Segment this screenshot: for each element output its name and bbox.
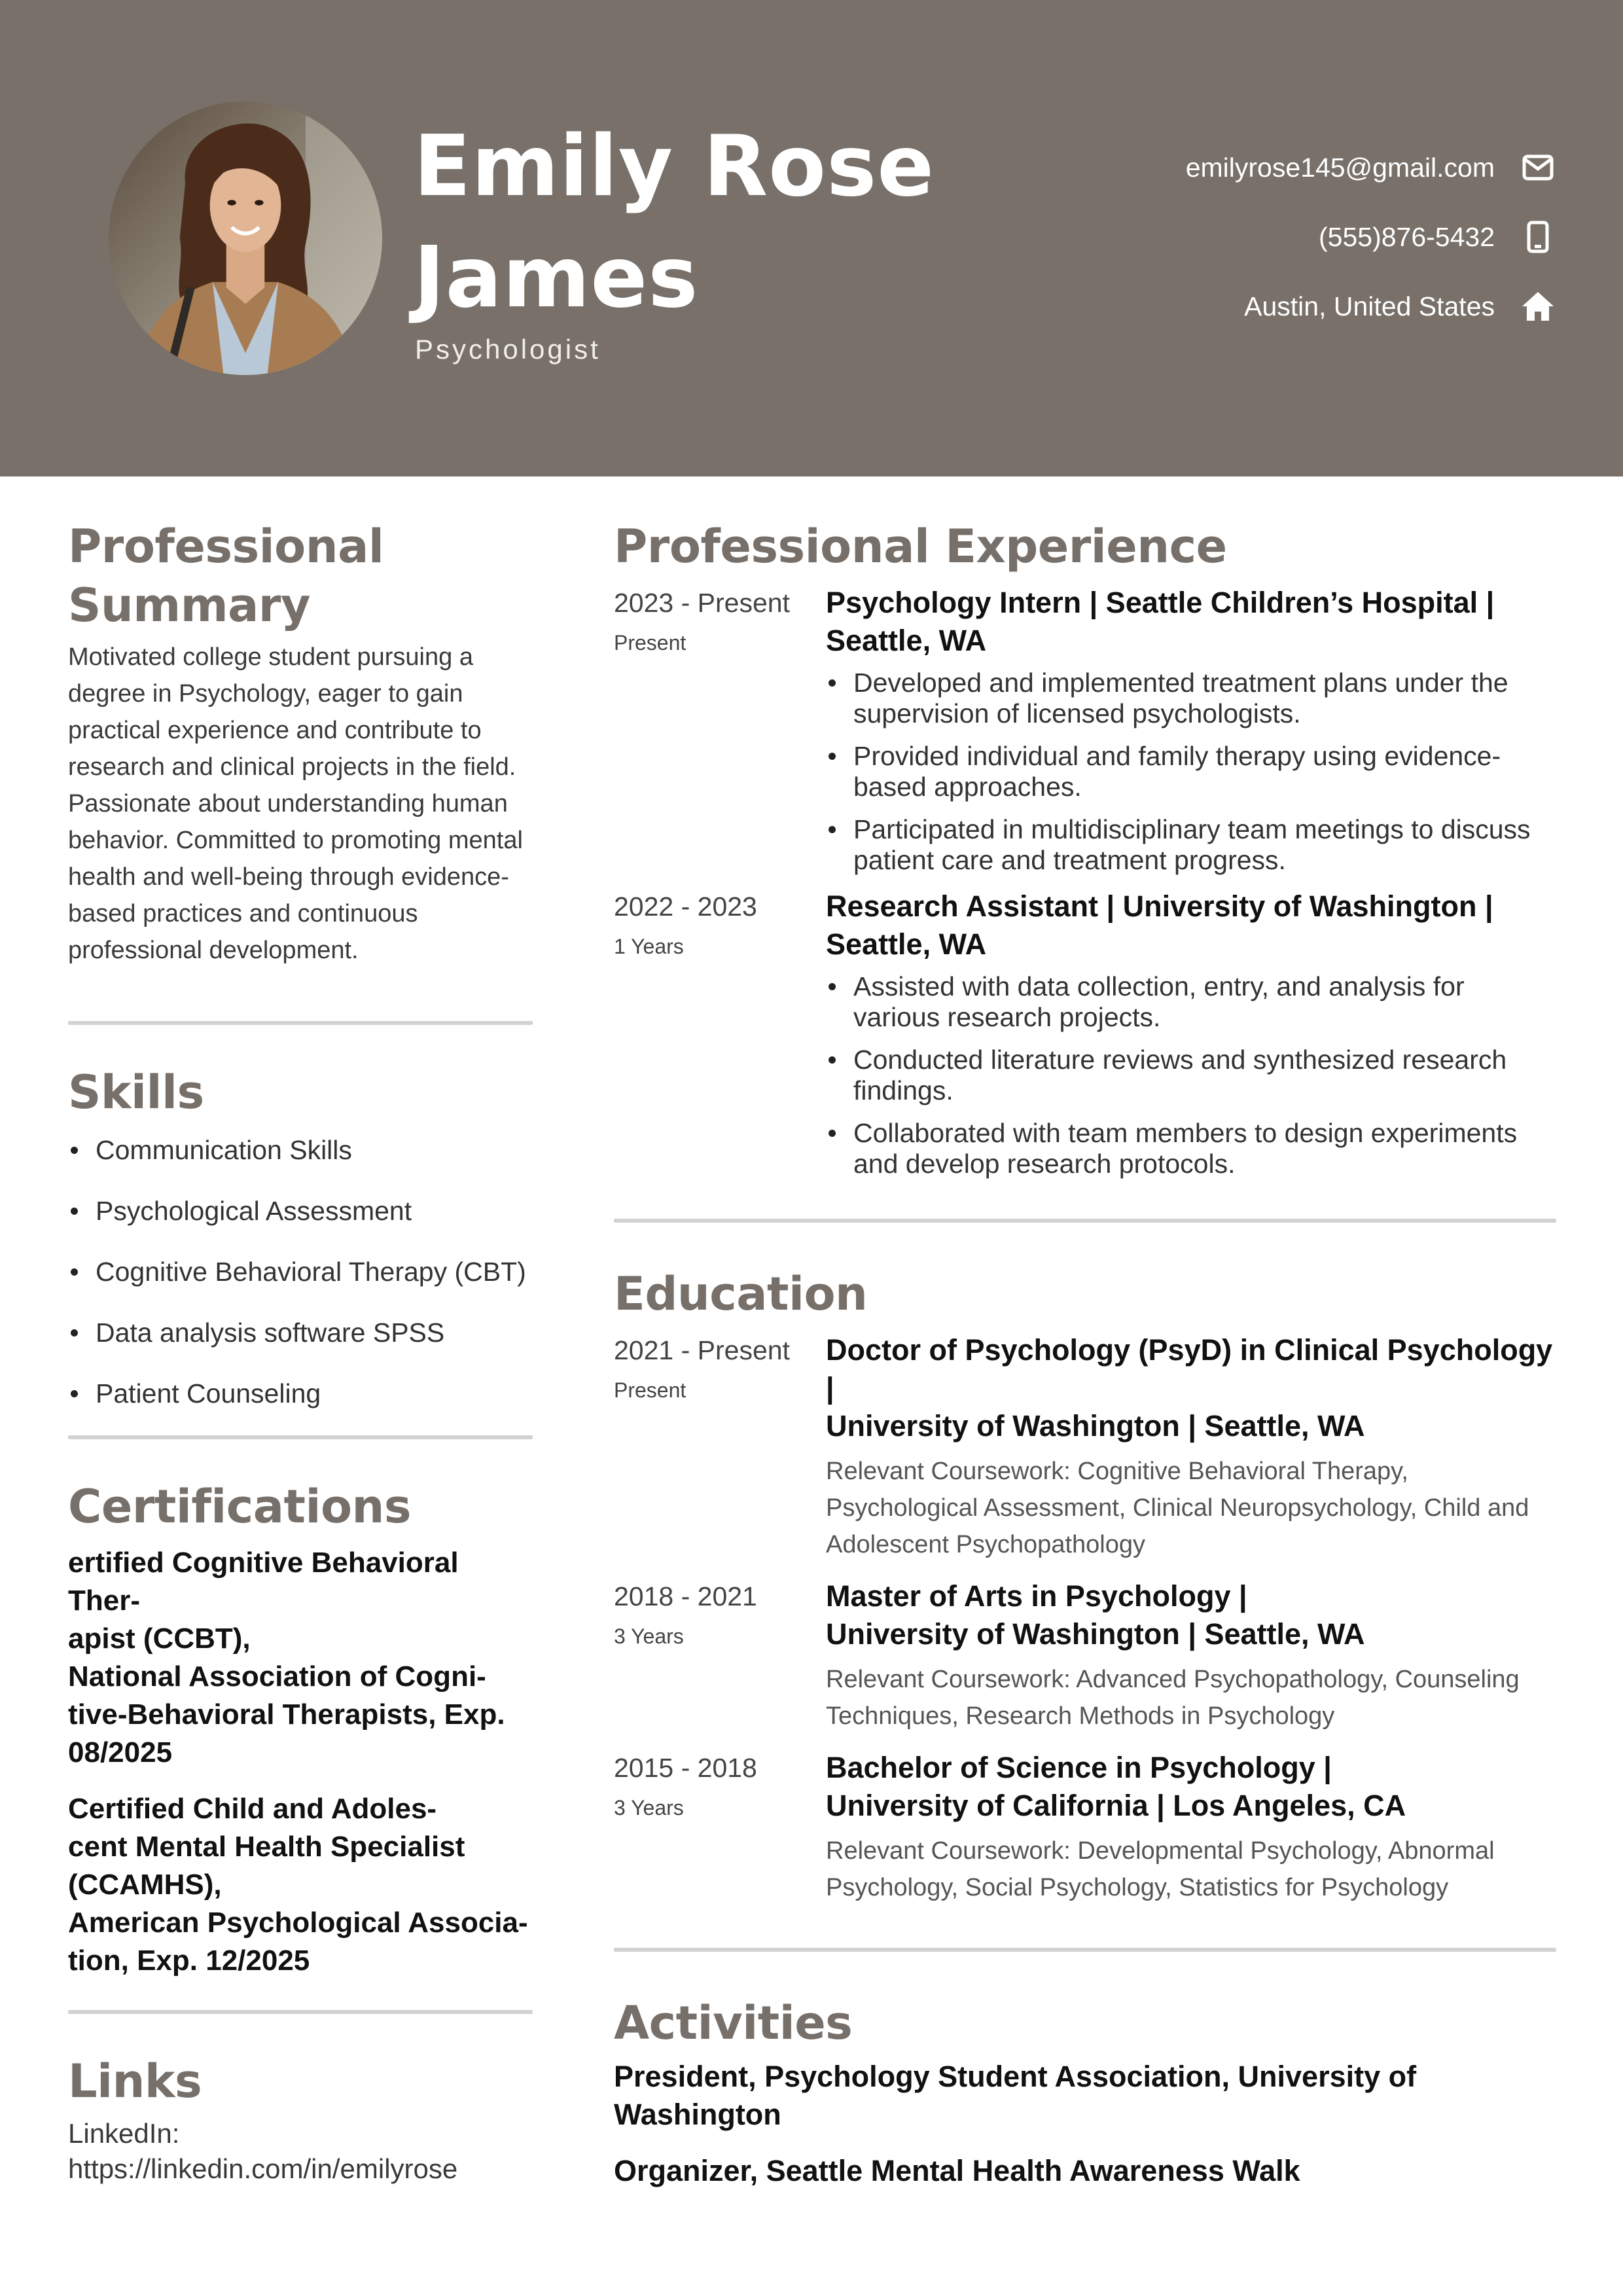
section-divider (614, 1948, 1556, 1952)
skill-item: Psychological Assessment (68, 1192, 533, 1230)
bullet-item: Assisted with data collection, entry, and analysis for various research projects. (826, 971, 1556, 1033)
date-range: 2015 - 2018 (614, 1753, 757, 1783)
entry-title (826, 584, 1556, 660)
certifications-section (68, 1477, 533, 1980)
entry-body (826, 1577, 1556, 1734)
entry-title (826, 1331, 1556, 1445)
skill-item: Communication Skills (68, 1131, 533, 1169)
skill-item: Patient Counseling (68, 1374, 533, 1412)
cert-line: National Association of Cogni- (68, 1660, 486, 1693)
duration: Present (614, 631, 687, 655)
cert-line: (CCAMHS), (68, 1869, 222, 1901)
profile-photo (109, 101, 382, 375)
skills-list (68, 1131, 533, 1412)
bullet-item: Conducted literature reviews and synthesized research findings. (826, 1045, 1556, 1106)
experience-section (614, 517, 1556, 1179)
coursework: Relevant Coursework: Advanced Psychopathology, Counseling Techniques, Research Methods in Psychology (826, 1666, 1520, 1730)
duration: 3 Years (614, 1796, 684, 1820)
bullet-item: Developed and implemented treatment plans under the supervision of licensed psychologists. (826, 668, 1556, 729)
activity-item: President, Psychology Student Association, University of Washington (614, 2060, 1417, 2131)
entry-title (826, 1749, 1556, 1825)
experience-entry (614, 888, 1556, 1179)
title-line: University of California | Los Angeles, CA (826, 1789, 1406, 1822)
title-line: Master of Arts in Psychology | (826, 1579, 1247, 1613)
duration: 3 Years (614, 1624, 684, 1648)
certification-item (68, 1790, 533, 1980)
title-line: Psychology Intern | Seattle Children’s Hospital | (826, 586, 1495, 619)
title-line: Research Assistant | University of Washington | (826, 889, 1493, 923)
phone-icon (1520, 219, 1556, 255)
entry-title (826, 1577, 1556, 1653)
cert-line: 08/2025 (68, 1736, 173, 1768)
cert-line: Certified Child and Adoles- (68, 1793, 437, 1825)
bullet-item: Participated in multidisciplinary team meetings to discuss patient care and treatment progress. (826, 814, 1556, 876)
section-divider (614, 1219, 1556, 1223)
date-range: 2021 - Present (614, 1335, 790, 1365)
linkedin-link[interactable] (68, 2116, 533, 2187)
certification-item (68, 1544, 533, 1772)
resume-header (0, 0, 1623, 476)
skill-item: Cognitive Behavioral Therapy (CBT) (68, 1253, 533, 1291)
linkedin-url[interactable]: https://linkedin.com/in/emilyrose (68, 2153, 458, 2184)
title-line: Seattle, WA (826, 624, 987, 657)
title-line: Doctor of Psychology (PsyD) in Clinical Psychology | (826, 1333, 1553, 1405)
linkedin-label: LinkedIn: (68, 2118, 180, 2149)
entry-bullets (826, 971, 1556, 1179)
links-section (68, 2052, 533, 2187)
location-text: Austin, United States (1244, 291, 1495, 321)
education-entry (614, 1331, 1556, 1563)
experience-heading: Professional Experience (614, 520, 1227, 573)
skills-heading: Skills (68, 1066, 204, 1119)
envelope-icon (1520, 149, 1556, 186)
contact-email[interactable] (1186, 149, 1556, 186)
education-section (614, 1265, 1556, 1906)
title-line: University of Washington | Seattle, WA (826, 1409, 1365, 1443)
title-line: University of Washington | Seattle, WA (826, 1617, 1365, 1651)
entry-dates (614, 888, 823, 960)
cert-line: ertified Cognitive Behavioral Ther- (68, 1547, 459, 1617)
right-column (614, 517, 1556, 2208)
experience-entry (614, 584, 1556, 876)
activity-item: Organizer, Seattle Mental Health Awareness Walk (614, 2154, 1300, 2187)
summary-heading: Professional Summary (68, 520, 384, 632)
entry-bullets (826, 668, 1556, 876)
name-line-1: Emily Rose (414, 118, 935, 215)
summary-section (68, 517, 533, 969)
bullet-item: Provided individual and family therapy using evidence-based approaches. (826, 741, 1556, 802)
cert-line: cent Mental Health Specialist (68, 1831, 465, 1863)
cert-line: apist (CCBT), (68, 1623, 251, 1655)
date-range: 2023 - Present (614, 588, 790, 618)
coursework: Relevant Coursework: Cognitive Behavioral Therapy, Psychological Assessment, Clinical Neuropsychology, Child and Adolescent Psychopathology (826, 1458, 1529, 1558)
section-divider (68, 1021, 533, 1025)
activities-heading: Activities (614, 1996, 853, 2050)
skills-section (68, 1063, 533, 1412)
left-column (68, 517, 533, 2187)
education-heading: Education (614, 1267, 868, 1321)
entry-body (826, 1749, 1556, 1906)
candidate-name (414, 111, 1003, 334)
skill-item: Data analysis software SPSS (68, 1314, 533, 1352)
name-line-2: James (414, 229, 699, 327)
entry-body (826, 1331, 1556, 1563)
certifications-heading: Certifications (68, 1480, 412, 1534)
summary-text: Motivated college student pursuing a degree in Psychology, eager to gain practical experience and contribute to research and clinical projects in the field. Passionate about understanding human behavior. Committed to promoting mental health and well-being through evidence-based practices and continuous professional development. (68, 643, 523, 964)
entry-dates (614, 1577, 823, 1649)
education-entry (614, 1577, 1556, 1734)
duration: Present (614, 1378, 687, 1402)
cert-line: American Psychological Associa- (68, 1907, 528, 1939)
entry-dates (614, 584, 823, 656)
entry-body (826, 584, 1556, 876)
entry-dates (614, 1749, 823, 1821)
contact-phone[interactable] (1319, 219, 1556, 255)
entry-title (826, 888, 1556, 963)
activities-section (614, 1994, 1556, 2190)
home-icon (1520, 288, 1556, 325)
entry-dates (614, 1331, 823, 1403)
contact-location (1244, 288, 1556, 325)
cert-line: tive-Behavioral Therapists, Exp. (68, 1698, 505, 1731)
education-entry (614, 1749, 1556, 1906)
section-divider (68, 1435, 533, 1439)
cert-line: tion, Exp. 12/2025 (68, 1945, 310, 1977)
title-line: Seattle, WA (826, 927, 987, 961)
duration: 1 Years (614, 935, 684, 958)
coursework: Relevant Coursework: Developmental Psychology, Abnormal Psychology, Social Psychology, Statistics for Psychology (826, 1837, 1495, 1901)
section-divider (68, 2010, 533, 2014)
date-range: 2022 - 2023 (614, 891, 757, 922)
phone-text[interactable]: (555)876-5432 (1319, 221, 1495, 252)
links-heading: Links (68, 2054, 202, 2108)
bullet-item: Collaborated with team members to design experiments and develop research protocols. (826, 1118, 1556, 1179)
date-range: 2018 - 2021 (614, 1581, 757, 1611)
email-text[interactable]: emilyrose145@gmail.com (1185, 152, 1495, 183)
job-title: Psychologist (415, 334, 601, 365)
entry-body (826, 888, 1556, 1179)
title-line: Bachelor of Science in Psychology | (826, 1751, 1332, 1784)
